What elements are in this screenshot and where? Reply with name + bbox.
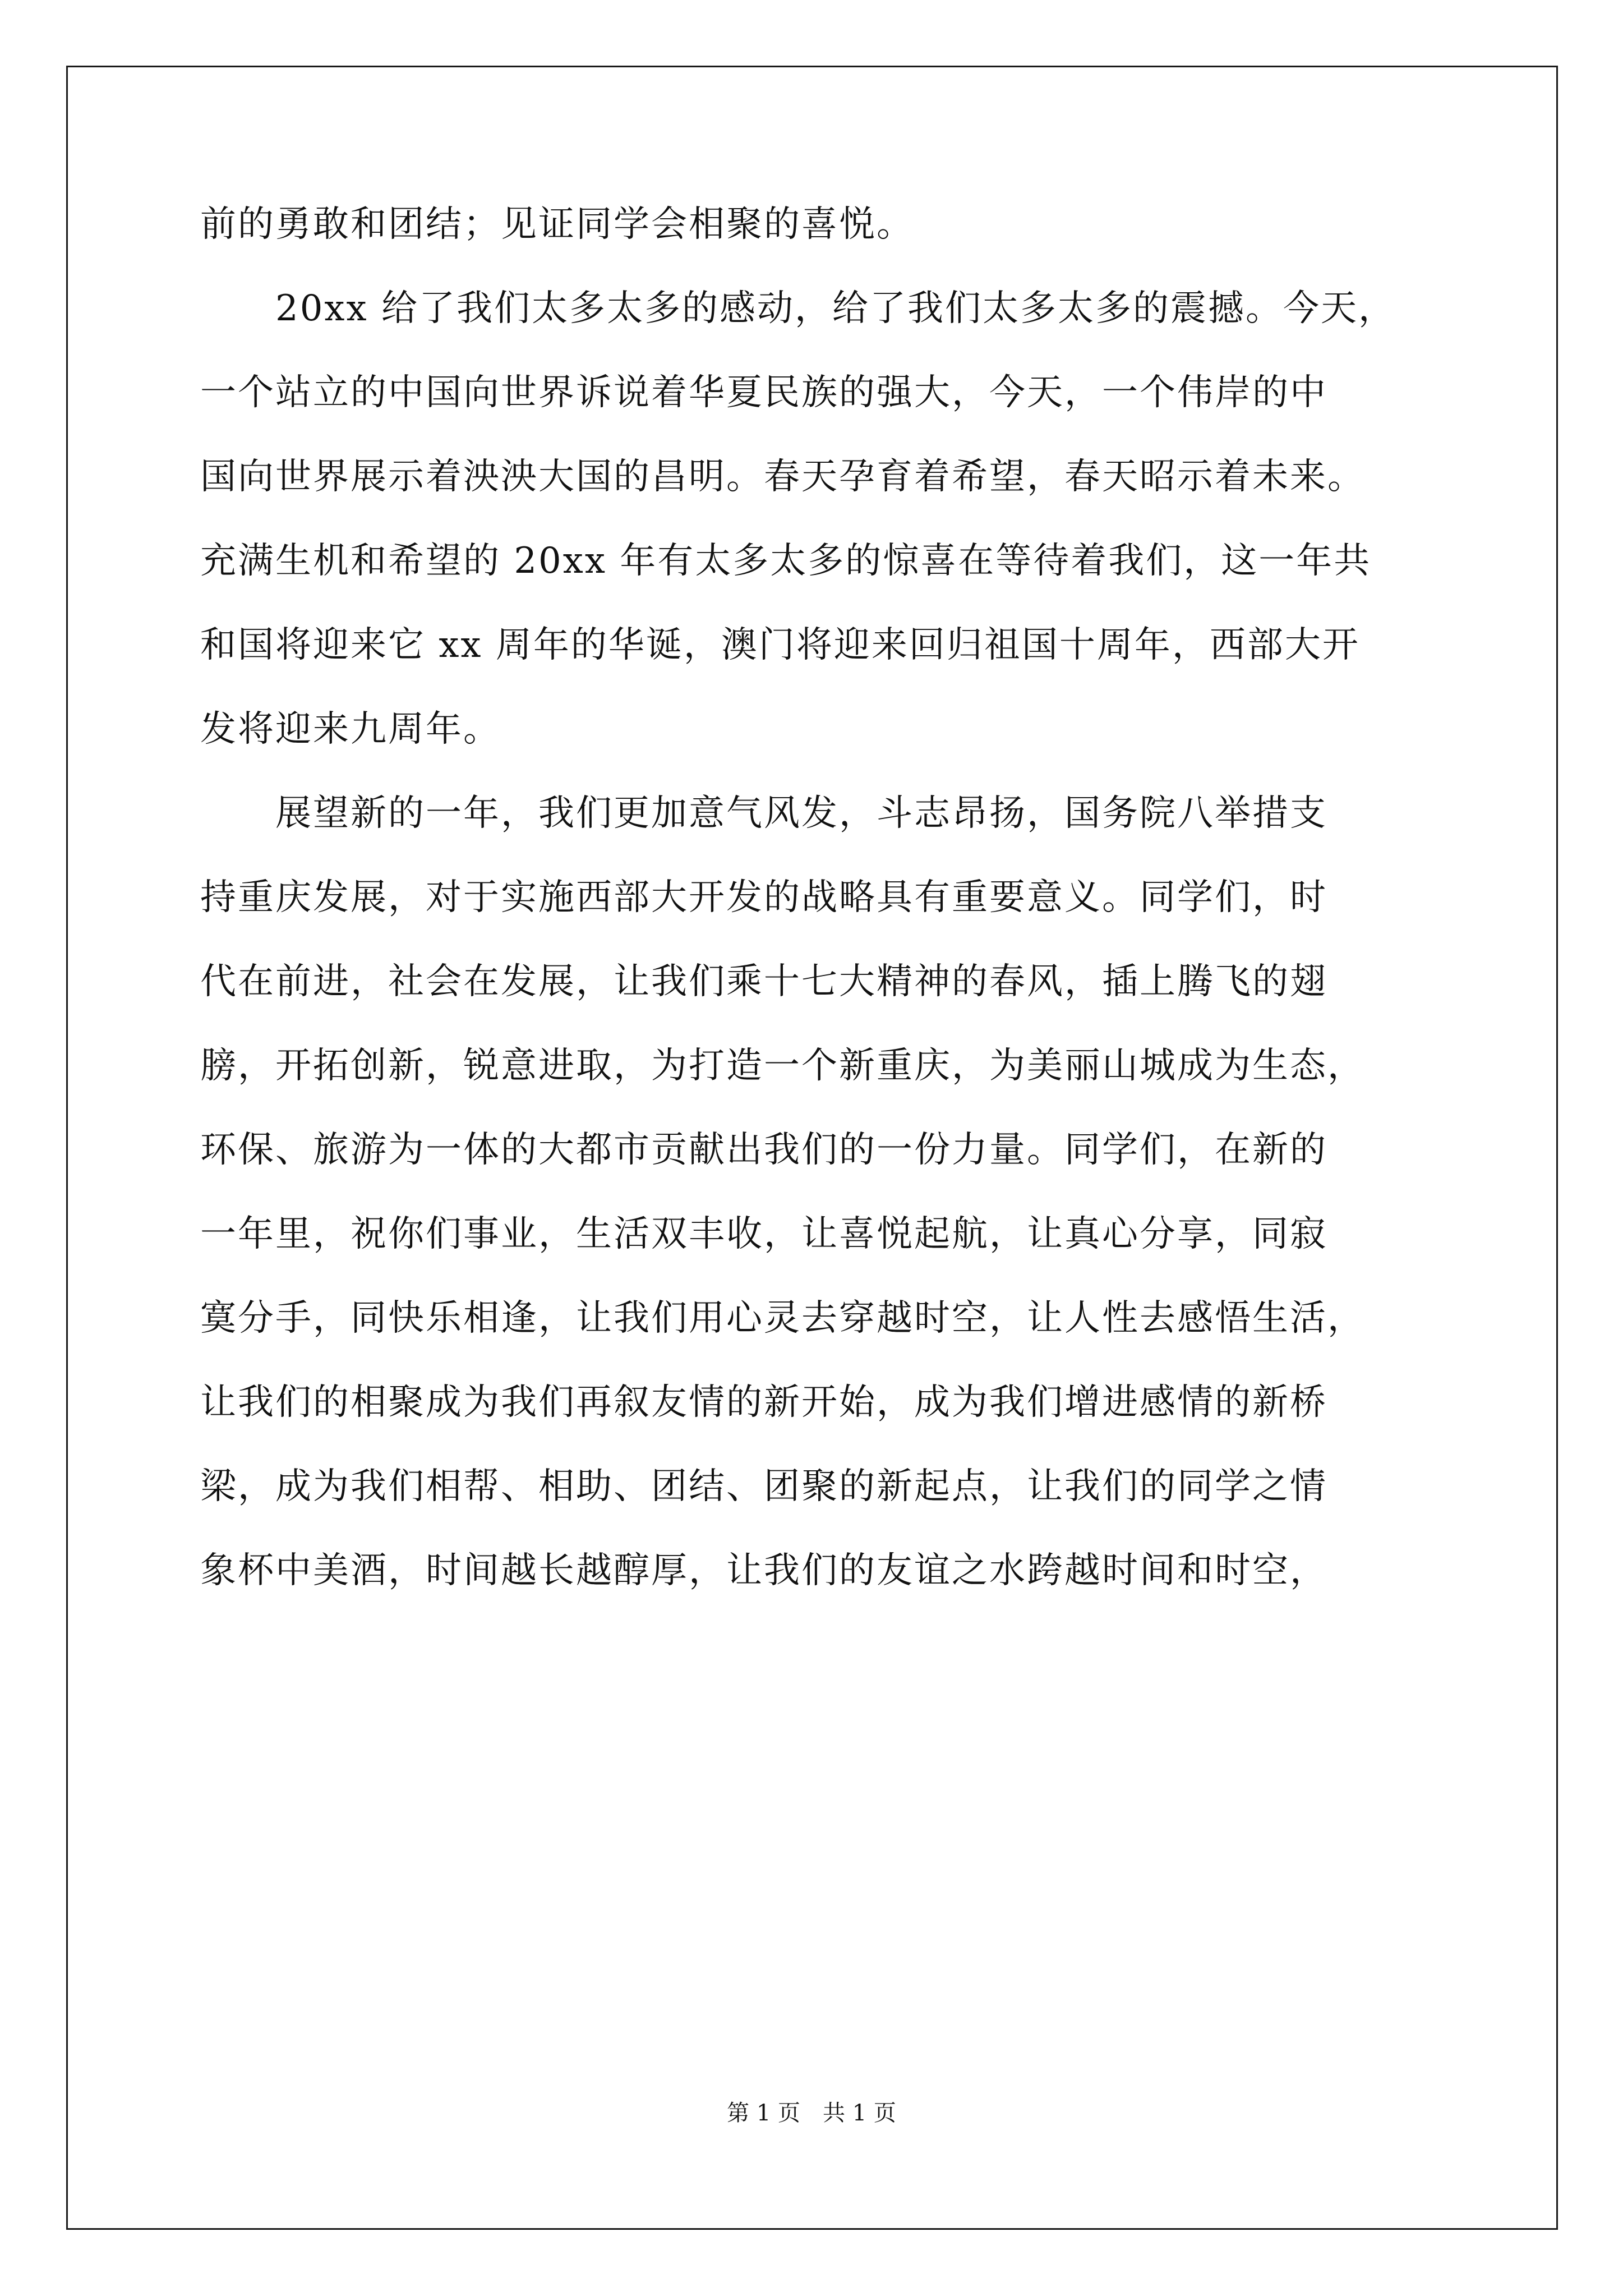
text-line: 环保、旅游为一体的大都市贡献出我们的一份力量。同学们，在新的	[200, 1129, 1327, 1171]
text-line: 充满生机和希望的 20xx 年有太多太多的惊喜在等待着我们，这一年共	[200, 540, 1372, 582]
text-line: 象杯中美酒，时间越长越醇厚，让我们的友谊之水跨越时间和时空，	[200, 1550, 1327, 1591]
text-line: 一个站立的中国向世界诉说着华夏民族的强大，今天，一个伟岸的中	[200, 372, 1327, 413]
text-line: 展望新的一年，我们更加意气风发，斗志昂扬，国务院八举措支	[200, 793, 1327, 834]
text-line: 持重庆发展，对于实施西部大开发的战略具有重要意义。同学们，时	[200, 877, 1327, 918]
text-line: 发将迎来九周年。	[200, 708, 501, 750]
text-line: 梁，成为我们相帮、相助、团结、团聚的新起点，让我们的同学之情	[200, 1466, 1327, 1507]
text-line: 前的勇敢和团结；见证同学会相聚的喜悦。	[200, 204, 914, 245]
text-line: 代在前进，社会在发展，让我们乘十七大精神的春风，插上腾飞的翅	[200, 961, 1327, 1002]
text-line: 寞分手，同快乐相逢，让我们用心灵去穿越时空，让人性去感悟生活，	[200, 1297, 1365, 1339]
text-line: 膀，开拓创新，锐意进取，为打造一个新重庆，为美丽山城成为生态，	[200, 1045, 1365, 1087]
text-line: 20xx 给了我们太多太多的感动，给了我们太多太多的震撼。今天，	[200, 288, 1396, 329]
text-line: 让我们的相聚成为我们再叙友情的新开始，成为我们增进感情的新桥	[200, 1382, 1327, 1423]
text-line: 一年里，祝你们事业，生活双丰收，让喜悦起航，让真心分享，同寂	[200, 1213, 1327, 1255]
text-line: 和国将迎来它 xx 周年的华诞，澳门将迎来回归祖国十周年，西部大开	[200, 624, 1360, 666]
text-line: 国向世界展示着泱泱大国的昌明。春天孕育着希望，春天昭示着未来。	[200, 456, 1365, 498]
page-footer: 第 1 页 共 1 页	[727, 2100, 896, 2126]
